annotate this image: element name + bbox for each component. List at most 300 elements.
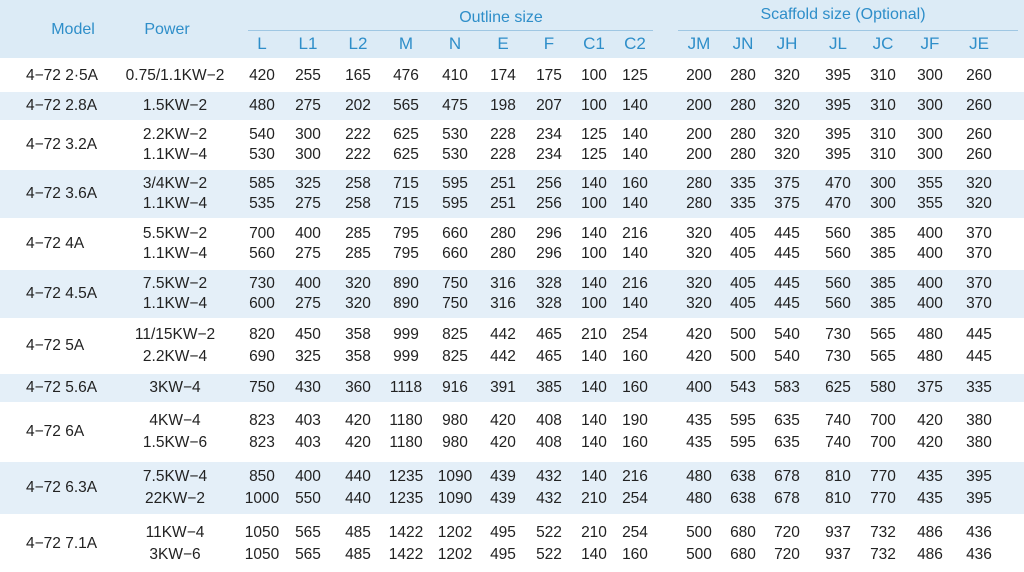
value-cell-m: 1118 (389, 379, 423, 396)
value-cell-l: 560 (249, 245, 275, 262)
column-header-e: E (497, 34, 509, 53)
value-cell-jl: 560 (825, 225, 851, 242)
power-cell: 1.1KW−4 (142, 245, 208, 262)
value-cell-n: 980 (442, 434, 468, 451)
value-cell-m: 795 (393, 245, 419, 262)
value-cell-n: 410 (442, 67, 468, 84)
value-cell-c2: 140 (622, 97, 648, 114)
value-cell-je: 445 (966, 326, 992, 343)
value-cell-jh: 375 (774, 195, 800, 212)
value-cell-jc: 385 (870, 275, 896, 292)
value-cell-f: 175 (536, 67, 562, 84)
column-header-l1: L1 (298, 34, 318, 53)
value-cell-je: 260 (966, 97, 992, 114)
value-cell-e: 174 (490, 67, 516, 84)
value-cell-f: 465 (536, 348, 562, 365)
value-cell-jm: 500 (686, 524, 712, 541)
value-cell-jn: 405 (730, 295, 756, 312)
column-header-l: L (257, 34, 267, 53)
value-cell-n: 530 (442, 146, 468, 163)
value-cell-c1: 140 (581, 275, 607, 292)
value-cell-jf: 400 (917, 275, 943, 292)
value-cell-jl: 395 (825, 146, 851, 163)
value-cell-je: 370 (966, 245, 992, 262)
value-cell-jm: 320 (686, 245, 712, 262)
value-cell-c2: 216 (622, 275, 648, 292)
value-cell-l: 823 (249, 412, 275, 429)
model-cell: 4−72 7.1A (26, 535, 98, 552)
value-cell-l2: 440 (345, 490, 371, 507)
value-cell-f: 234 (536, 146, 562, 163)
value-cell-c1: 100 (581, 295, 607, 312)
value-cell-jm: 320 (686, 225, 712, 242)
value-cell-jh: 540 (774, 348, 800, 365)
value-cell-f: 256 (536, 175, 562, 192)
value-cell-jc: 565 (870, 326, 896, 343)
model-cell: 4−72 2.8A (26, 97, 98, 114)
value-cell-jf: 480 (917, 348, 943, 365)
value-cell-l1: 400 (295, 468, 321, 485)
value-cell-l2: 165 (345, 67, 371, 84)
value-cell-jh: 445 (774, 225, 800, 242)
column-header-jc: JC (872, 34, 894, 53)
value-cell-jc: 385 (870, 225, 896, 242)
value-cell-l: 1050 (244, 546, 280, 563)
value-cell-l: 585 (249, 175, 275, 192)
value-cell-n: 660 (442, 225, 468, 242)
value-cell-m: 1422 (388, 546, 424, 563)
value-cell-c2: 160 (622, 546, 648, 563)
model-cell: 4−72 2·5A (26, 67, 98, 84)
value-cell-f: 385 (536, 379, 562, 396)
value-cell-jf: 355 (917, 195, 943, 212)
value-cell-jm: 480 (686, 490, 712, 507)
column-header-jf: JF (920, 34, 940, 53)
value-cell-je: 335 (966, 379, 992, 396)
model-cell: 4−72 5A (26, 337, 85, 354)
value-cell-l1: 275 (295, 295, 321, 312)
value-cell-jl: 740 (825, 412, 851, 429)
value-cell-c1: 140 (581, 379, 607, 396)
value-cell-jm: 200 (686, 126, 712, 143)
power-cell: 1.5KW−6 (142, 434, 208, 451)
value-cell-m: 795 (393, 225, 419, 242)
value-cell-l1: 275 (295, 245, 321, 262)
value-cell-c1: 125 (581, 146, 607, 163)
model-cell: 4−72 5.6A (26, 379, 98, 396)
value-cell-c1: 100 (581, 97, 607, 114)
value-cell-n: 825 (442, 348, 468, 365)
scaffold-group-rule (678, 30, 1018, 31)
value-cell-l2: 440 (345, 468, 371, 485)
value-cell-n: 475 (442, 97, 468, 114)
value-cell-c1: 140 (581, 175, 607, 192)
value-cell-je: 260 (966, 146, 992, 163)
value-cell-l: 530 (249, 146, 275, 163)
value-cell-l1: 400 (295, 225, 321, 242)
value-cell-e: 442 (490, 326, 516, 343)
value-cell-l2: 222 (345, 126, 371, 143)
model-cell: 4−72 6A (26, 423, 85, 440)
value-cell-n: 1090 (437, 490, 473, 507)
value-cell-jl: 740 (825, 434, 851, 451)
value-cell-l: 700 (249, 225, 275, 242)
value-cell-jn: 638 (730, 468, 756, 485)
value-cell-l: 730 (249, 275, 275, 292)
value-cell-l1: 565 (295, 524, 321, 541)
value-cell-f: 432 (536, 468, 562, 485)
value-cell-je: 370 (966, 225, 992, 242)
value-cell-c2: 140 (622, 295, 648, 312)
value-cell-jc: 310 (870, 97, 896, 114)
value-cell-jh: 375 (774, 175, 800, 192)
value-cell-e: 316 (490, 275, 516, 292)
value-cell-jf: 400 (917, 245, 943, 262)
power-cell: 22KW−2 (145, 490, 205, 507)
value-cell-l2: 258 (345, 195, 371, 212)
value-cell-jl: 810 (825, 490, 851, 507)
value-cell-c2: 160 (622, 434, 648, 451)
value-cell-c2: 254 (622, 490, 648, 507)
value-cell-je: 436 (966, 524, 992, 541)
value-cell-jn: 280 (730, 97, 756, 114)
value-cell-jh: 445 (774, 245, 800, 262)
value-cell-jh: 540 (774, 326, 800, 343)
value-cell-jn: 405 (730, 225, 756, 242)
value-cell-e: 251 (490, 175, 516, 192)
value-cell-m: 625 (393, 146, 419, 163)
value-cell-l2: 258 (345, 175, 371, 192)
value-cell-je: 445 (966, 348, 992, 365)
power-header: Power (144, 21, 190, 38)
value-cell-l1: 275 (295, 97, 321, 114)
value-cell-jh: 445 (774, 275, 800, 292)
value-cell-l1: 400 (295, 275, 321, 292)
value-cell-jn: 335 (730, 175, 756, 192)
value-cell-l: 1050 (244, 524, 280, 541)
value-cell-e: 442 (490, 348, 516, 365)
value-cell-f: 207 (536, 97, 562, 114)
value-cell-m: 476 (393, 67, 419, 84)
value-cell-jm: 280 (686, 175, 712, 192)
value-cell-f: 328 (536, 275, 562, 292)
power-cell: 2.2KW−2 (142, 126, 208, 143)
column-header-m: M (398, 34, 414, 53)
column-header-c1: C1 (583, 34, 605, 53)
value-cell-jh: 720 (774, 524, 800, 541)
value-cell-c2: 140 (622, 245, 648, 262)
value-cell-l1: 403 (295, 434, 321, 451)
value-cell-jc: 310 (870, 146, 896, 163)
value-cell-m: 1235 (388, 490, 424, 507)
value-cell-f: 522 (536, 524, 562, 541)
value-cell-c2: 140 (622, 195, 648, 212)
value-cell-n: 1090 (437, 468, 473, 485)
value-cell-jl: 470 (825, 195, 851, 212)
value-cell-jh: 445 (774, 295, 800, 312)
value-cell-jm: 320 (686, 275, 712, 292)
value-cell-jm: 200 (686, 67, 712, 84)
outline-group-rule (248, 30, 653, 31)
value-cell-jf: 400 (917, 295, 943, 312)
value-cell-jc: 310 (870, 67, 896, 84)
value-cell-c1: 100 (581, 195, 607, 212)
value-cell-jn: 500 (730, 348, 756, 365)
value-cell-jh: 635 (774, 412, 800, 429)
value-cell-c1: 125 (581, 126, 607, 143)
value-cell-jl: 937 (825, 546, 851, 563)
value-cell-jf: 400 (917, 225, 943, 242)
value-cell-l2: 222 (345, 146, 371, 163)
value-cell-e: 420 (490, 412, 516, 429)
value-cell-jf: 300 (917, 146, 943, 163)
value-cell-jc: 565 (870, 348, 896, 365)
value-cell-f: 408 (536, 434, 562, 451)
column-header-l2: L2 (348, 34, 368, 53)
value-cell-jl: 810 (825, 468, 851, 485)
power-cell: 0.75/1.1KW−2 (125, 67, 225, 84)
value-cell-f: 408 (536, 412, 562, 429)
value-cell-jl: 937 (825, 524, 851, 541)
value-cell-n: 1202 (437, 524, 473, 541)
value-cell-c1: 140 (581, 468, 607, 485)
value-cell-l1: 403 (295, 412, 321, 429)
value-cell-c2: 216 (622, 468, 648, 485)
power-cell: 11KW−4 (145, 524, 205, 541)
value-cell-jn: 638 (730, 490, 756, 507)
value-cell-c1: 140 (581, 546, 607, 563)
model-cell: 4−72 3.6A (26, 185, 98, 202)
value-cell-jf: 435 (917, 490, 943, 507)
model-cell: 4−72 6.3A (26, 479, 98, 496)
value-cell-jm: 320 (686, 295, 712, 312)
value-cell-jh: 320 (774, 146, 800, 163)
value-cell-c1: 140 (581, 412, 607, 429)
value-cell-n: 916 (442, 379, 468, 396)
value-cell-m: 565 (393, 97, 419, 114)
value-cell-jc: 732 (870, 546, 896, 563)
value-cell-jc: 732 (870, 524, 896, 541)
value-cell-jn: 595 (730, 434, 756, 451)
value-cell-jm: 500 (686, 546, 712, 563)
value-cell-n: 750 (442, 295, 468, 312)
value-cell-e: 420 (490, 434, 516, 451)
value-cell-je: 320 (966, 195, 992, 212)
model-cell: 4−72 4.5A (26, 285, 98, 302)
value-cell-n: 595 (442, 195, 468, 212)
value-cell-l1: 430 (295, 379, 321, 396)
value-cell-l: 820 (249, 326, 275, 343)
power-cell: 1.5KW−2 (142, 97, 208, 114)
value-cell-e: 198 (490, 97, 516, 114)
value-cell-jh: 678 (774, 468, 800, 485)
power-cell: 7.5KW−2 (142, 275, 208, 292)
value-cell-f: 296 (536, 245, 562, 262)
value-cell-jc: 580 (870, 379, 896, 396)
value-cell-e: 228 (490, 146, 516, 163)
value-cell-je: 436 (966, 546, 992, 563)
value-cell-c2: 160 (622, 175, 648, 192)
value-cell-jm: 435 (686, 434, 712, 451)
value-cell-jl: 395 (825, 97, 851, 114)
value-cell-jn: 335 (730, 195, 756, 212)
value-cell-jf: 486 (917, 546, 943, 563)
value-cell-l: 480 (249, 97, 275, 114)
value-cell-je: 395 (966, 468, 992, 485)
value-cell-m: 1180 (389, 434, 423, 451)
power-cell: 3KW−4 (149, 379, 201, 396)
value-cell-jn: 280 (730, 67, 756, 84)
value-cell-m: 715 (393, 195, 419, 212)
value-cell-m: 999 (393, 326, 419, 343)
value-cell-c2: 160 (622, 348, 648, 365)
value-cell-jl: 730 (825, 326, 851, 343)
value-cell-jm: 420 (686, 326, 712, 343)
value-cell-jm: 480 (686, 468, 712, 485)
value-cell-n: 825 (442, 326, 468, 343)
value-cell-n: 750 (442, 275, 468, 292)
value-cell-jn: 405 (730, 245, 756, 262)
value-cell-l1: 300 (295, 126, 321, 143)
column-header-je: JE (969, 34, 989, 53)
value-cell-jn: 680 (730, 546, 756, 563)
value-cell-n: 595 (442, 175, 468, 192)
power-cell: 4KW−4 (149, 412, 201, 429)
value-cell-c2: 125 (622, 67, 648, 84)
value-cell-c2: 190 (622, 412, 648, 429)
value-cell-jm: 400 (686, 379, 712, 396)
value-cell-jl: 470 (825, 175, 851, 192)
value-cell-f: 234 (536, 126, 562, 143)
column-header-jm: JM (687, 34, 711, 53)
model-cell: 4−72 4A (26, 235, 85, 252)
outline-size-header: Outline size (459, 9, 543, 26)
value-cell-jf: 480 (917, 326, 943, 343)
value-cell-m: 715 (393, 175, 419, 192)
value-cell-l: 1000 (244, 490, 280, 507)
value-cell-m: 1180 (389, 412, 423, 429)
value-cell-je: 395 (966, 490, 992, 507)
value-cell-l: 420 (249, 67, 275, 84)
value-cell-l2: 420 (345, 412, 371, 429)
value-cell-m: 625 (393, 126, 419, 143)
power-cell: 1.1KW−4 (142, 195, 208, 212)
value-cell-jn: 405 (730, 275, 756, 292)
value-cell-l: 690 (249, 348, 275, 365)
value-cell-e: 495 (490, 524, 516, 541)
value-cell-jf: 435 (917, 468, 943, 485)
value-cell-jn: 680 (730, 524, 756, 541)
value-cell-l1: 325 (295, 175, 321, 192)
value-cell-jl: 560 (825, 245, 851, 262)
power-cell: 3/4KW−2 (142, 175, 208, 192)
value-cell-f: 465 (536, 326, 562, 343)
value-cell-jf: 420 (917, 434, 943, 451)
value-cell-jn: 500 (730, 326, 756, 343)
value-cell-jf: 355 (917, 175, 943, 192)
value-cell-c1: 140 (581, 225, 607, 242)
value-cell-e: 391 (490, 379, 516, 396)
value-cell-c2: 254 (622, 524, 648, 541)
value-cell-l1: 325 (295, 348, 321, 365)
value-cell-jm: 435 (686, 412, 712, 429)
scaffold-size-header: Scaffold size (Optional) (760, 6, 926, 23)
value-cell-jl: 395 (825, 126, 851, 143)
value-cell-l1: 300 (295, 146, 321, 163)
value-cell-l2: 358 (345, 348, 371, 365)
value-cell-e: 228 (490, 126, 516, 143)
value-cell-l1: 255 (295, 67, 321, 84)
value-cell-n: 530 (442, 126, 468, 143)
value-cell-m: 890 (393, 275, 419, 292)
column-header-jl: JL (829, 34, 847, 53)
value-cell-jc: 700 (870, 412, 896, 429)
value-cell-jm: 280 (686, 195, 712, 212)
value-cell-jm: 200 (686, 97, 712, 114)
value-cell-jc: 770 (870, 468, 896, 485)
value-cell-jl: 395 (825, 67, 851, 84)
value-cell-jh: 720 (774, 546, 800, 563)
value-cell-c2: 140 (622, 146, 648, 163)
value-cell-f: 432 (536, 490, 562, 507)
value-cell-l: 535 (249, 195, 275, 212)
value-cell-jh: 320 (774, 67, 800, 84)
value-cell-jc: 770 (870, 490, 896, 507)
value-cell-l1: 565 (295, 546, 321, 563)
value-cell-jf: 420 (917, 412, 943, 429)
power-cell: 3KW−6 (149, 546, 201, 563)
value-cell-je: 370 (966, 295, 992, 312)
value-cell-jf: 300 (917, 97, 943, 114)
value-cell-c1: 210 (581, 524, 607, 541)
value-cell-e: 439 (490, 468, 516, 485)
value-cell-jl: 625 (825, 379, 851, 396)
value-cell-m: 1422 (388, 524, 424, 541)
column-header-jn: JN (732, 34, 754, 53)
value-cell-jm: 420 (686, 348, 712, 365)
power-cell: 1.1KW−4 (142, 295, 208, 312)
value-cell-jf: 300 (917, 126, 943, 143)
value-cell-l2: 420 (345, 434, 371, 451)
value-cell-c2: 140 (622, 126, 648, 143)
value-cell-jc: 300 (870, 175, 896, 192)
value-cell-l2: 320 (345, 275, 371, 292)
value-cell-jn: 595 (730, 412, 756, 429)
value-cell-e: 439 (490, 490, 516, 507)
value-cell-l: 600 (249, 295, 275, 312)
value-cell-jn: 543 (730, 379, 756, 396)
value-cell-l: 850 (249, 468, 275, 485)
value-cell-jc: 700 (870, 434, 896, 451)
value-cell-jh: 635 (774, 434, 800, 451)
value-cell-je: 380 (966, 434, 992, 451)
value-cell-f: 256 (536, 195, 562, 212)
value-cell-jl: 560 (825, 275, 851, 292)
value-cell-m: 1235 (388, 468, 424, 485)
value-cell-n: 1202 (437, 546, 473, 563)
column-header-c2: C2 (624, 34, 646, 53)
value-cell-je: 380 (966, 412, 992, 429)
value-cell-e: 280 (490, 245, 516, 262)
value-cell-l2: 360 (345, 379, 371, 396)
value-cell-e: 316 (490, 295, 516, 312)
value-cell-jf: 486 (917, 524, 943, 541)
value-cell-jm: 200 (686, 146, 712, 163)
value-cell-c2: 216 (622, 225, 648, 242)
value-cell-l1: 550 (295, 490, 321, 507)
value-cell-f: 522 (536, 546, 562, 563)
value-cell-jc: 310 (870, 126, 896, 143)
